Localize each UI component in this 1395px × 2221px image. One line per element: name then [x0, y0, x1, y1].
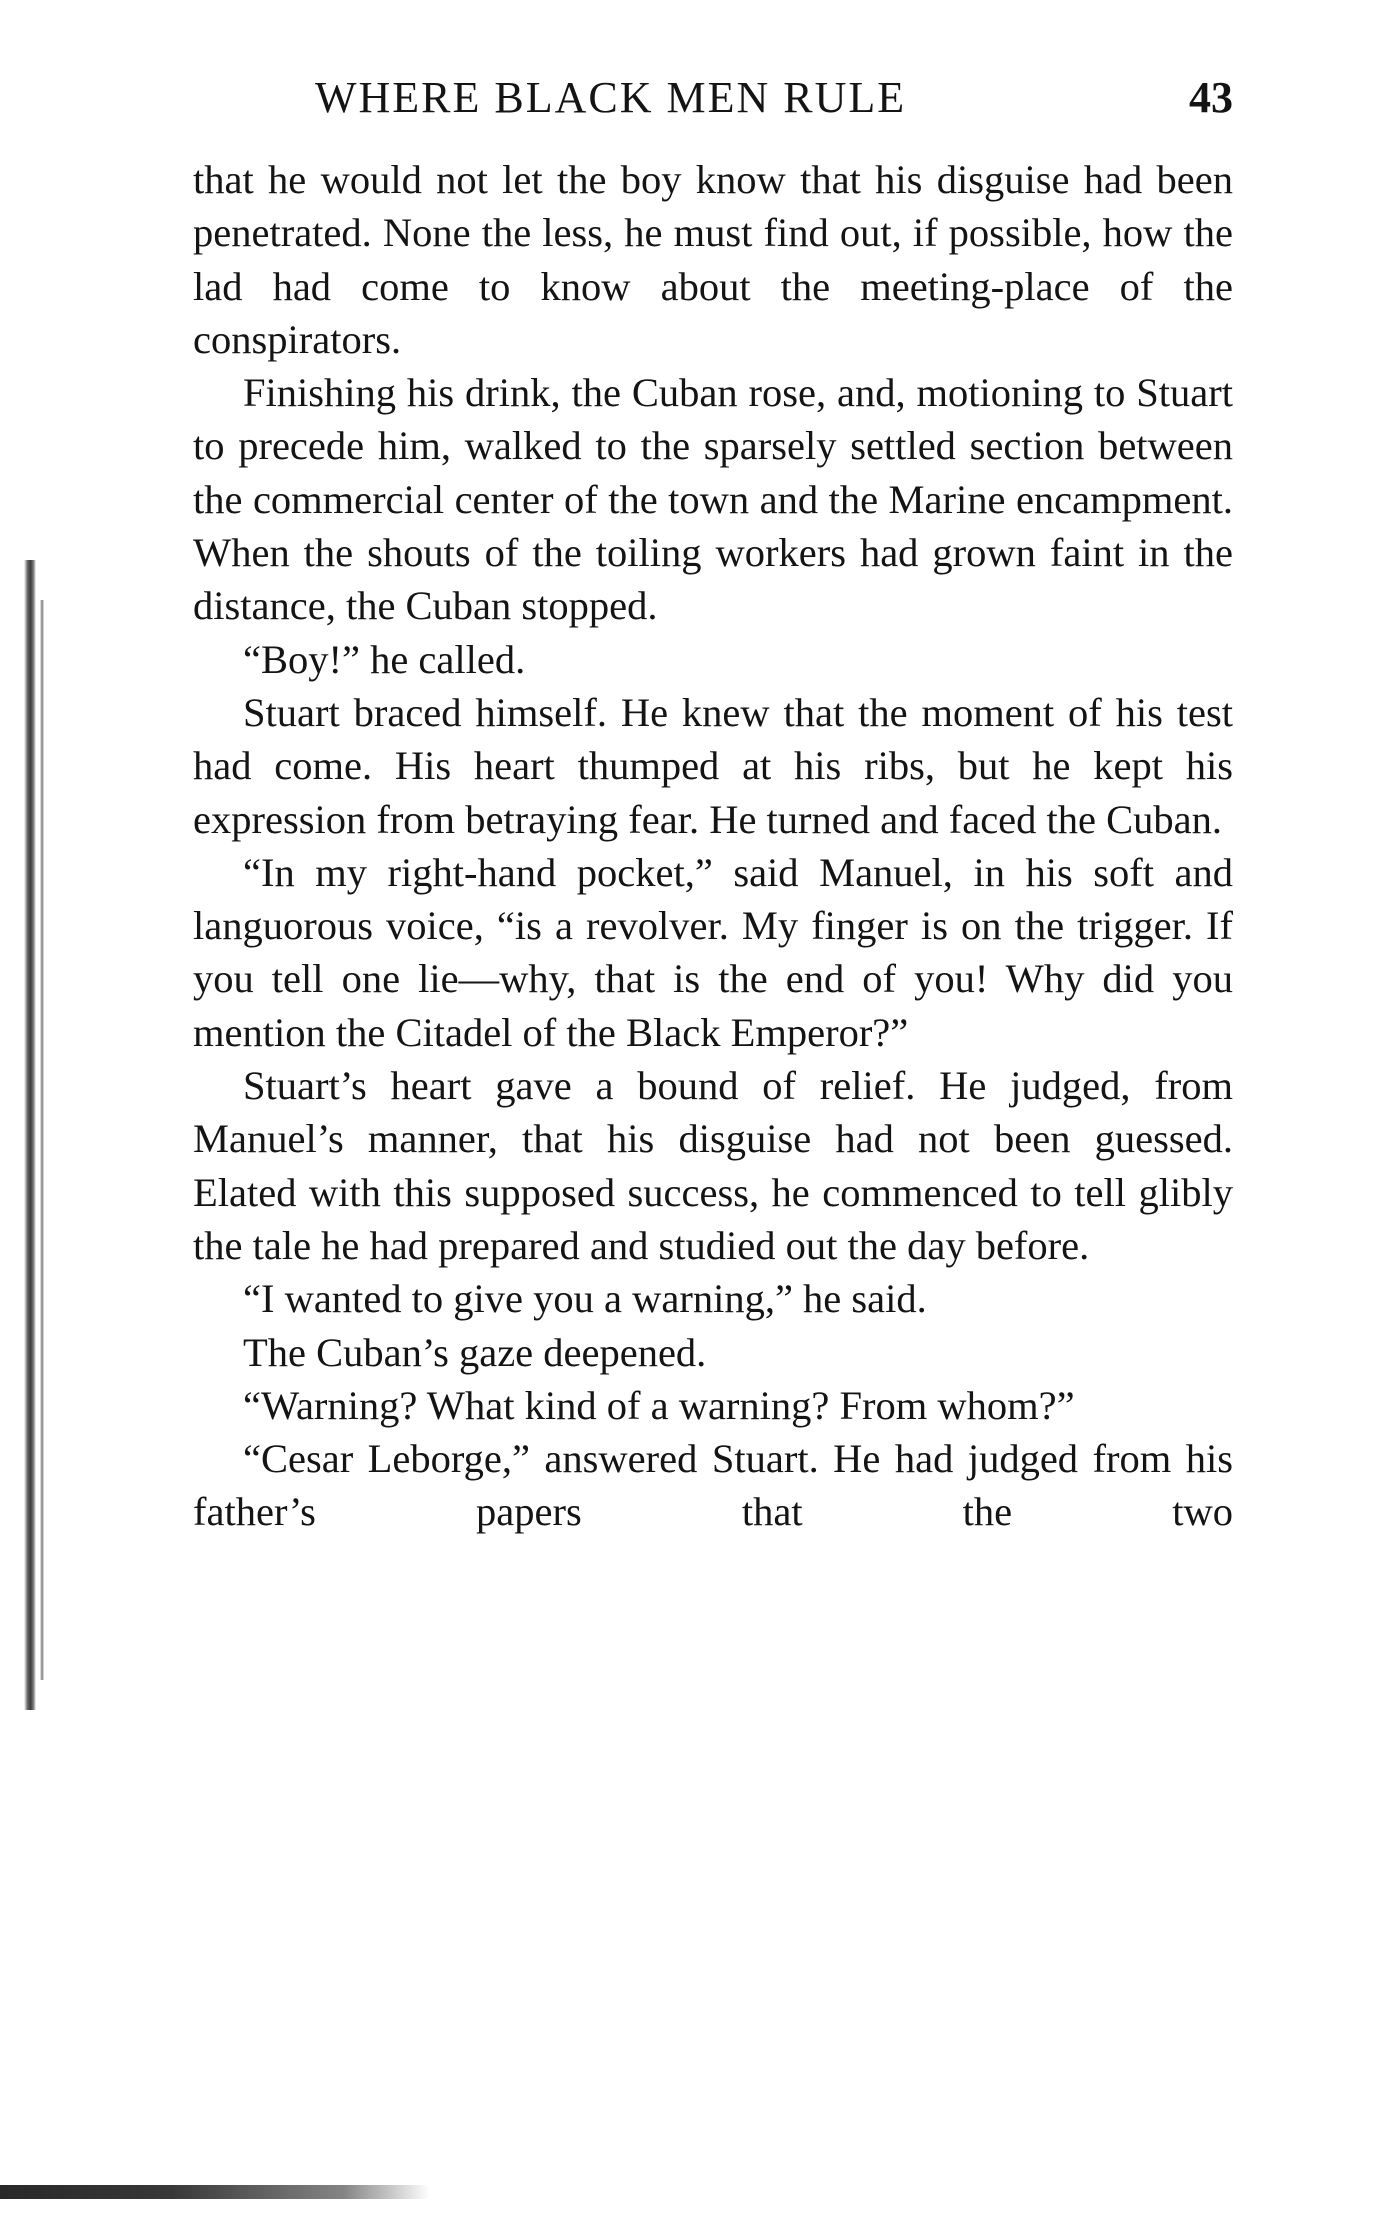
- paragraph-2: Finishing his drink, the Cuban rose, and, motioning to Stuart to precede him, walked to the sparsely settled section between the commercial center of the town and the Marine encampment. When the shouts of the toiling workers had grown faint in the distance, the Cuban stopped.: [193, 370, 1233, 629]
- running-title: WHERE BLACK MEN RULE: [315, 73, 907, 122]
- running-head: [193, 68, 1233, 128]
- paragraph-1: that he would not let the boy know that his disguise had been penetrated. None the less, he must find out, if possible, how the lad had come to know about the meeting-place of the conspirators.: [193, 157, 1233, 362]
- paragraph-6: Stuart’s heart gave a bound of relief. He judged, from Manuel’s manner, that his disguise had not been guessed. Elated with this supposed success, he commenced to tell glibly the tale he had prepared and studied out the day before.: [193, 1063, 1233, 1268]
- binding-edge-shadow: [24, 560, 36, 1710]
- paragraph-4: Stuart braced himself. He knew that the moment of his test had come. His heart thumped at his ribs, but he kept his expression from betraying fear. He turned and faced the Cuban.: [193, 689, 1233, 842]
- bottom-edge-smudge: [0, 2185, 430, 2199]
- paragraph-7: “I wanted to give you a warning,” he said.: [243, 1276, 927, 1322]
- paragraph-3: “Boy!” he called.: [243, 636, 526, 682]
- page-number: 43: [1189, 73, 1233, 122]
- paragraph-9: “Warning? What kind of a warning? From whom?”: [243, 1382, 1075, 1428]
- paragraph-10: “Cesar Leborge,” answered Stuart. He had judged from his father’s papers that the two: [193, 1436, 1233, 1535]
- paragraph-8: The Cuban’s gaze deepened.: [243, 1329, 707, 1375]
- paragraph-5: “In my right-hand pocket,” said Manuel, in his soft and languorous voice, “is a revolver. My finger is on the trigger. If you tell one lie—why, that is the end of you! Why did you mention the Citadel of the Black Emperor?”: [193, 849, 1233, 1055]
- body-text: [193, 153, 1233, 1539]
- binding-edge-shadow-inner: [40, 600, 44, 1680]
